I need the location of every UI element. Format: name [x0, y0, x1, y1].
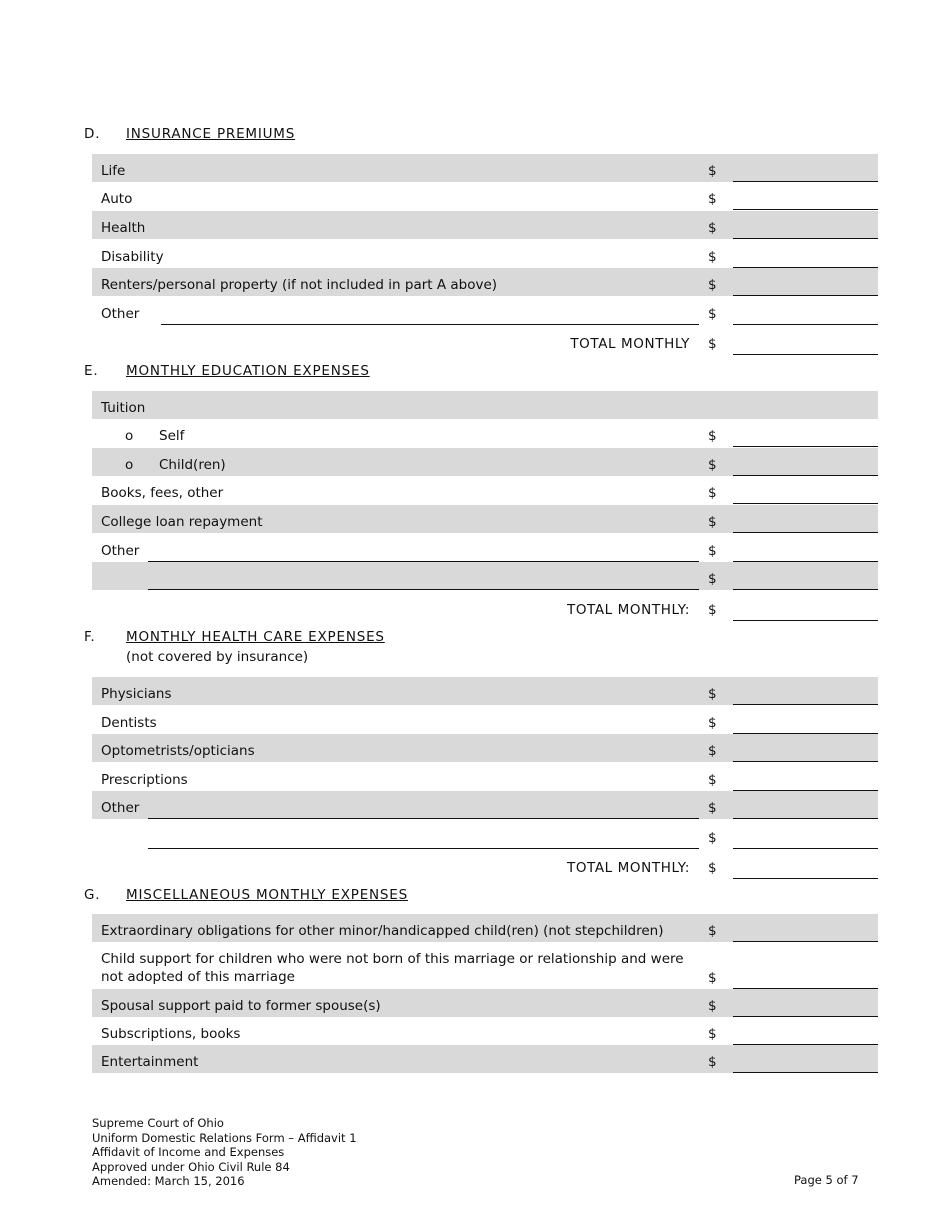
amount-field[interactable] [733, 503, 878, 504]
section-letter: G. [84, 887, 101, 903]
expense-row-other [92, 791, 878, 819]
amount-field[interactable] [733, 324, 878, 325]
total-row [92, 327, 878, 355]
row-label: Other [101, 800, 140, 816]
expense-row-other [92, 534, 878, 562]
dollar-sign: $ [708, 191, 717, 207]
expense-row-extraordinary [92, 914, 878, 942]
dollar-sign: $ [708, 686, 717, 702]
expense-row-spousal-support [92, 989, 878, 1017]
row-label: College loan repayment [101, 514, 263, 530]
amount-field[interactable] [733, 209, 878, 210]
expense-row-prescriptions [92, 763, 878, 791]
section-letter: F. [84, 629, 96, 645]
amount-field[interactable] [733, 589, 878, 590]
total-label: TOTAL MONTHLY: [566, 860, 690, 876]
row-label: Spousal support paid to former spouse(s) [101, 998, 381, 1014]
dollar-sign: $ [708, 163, 717, 179]
bullet-icon: o [125, 428, 134, 444]
expense-row-optometrists [92, 734, 878, 762]
dollar-sign: $ [708, 1054, 717, 1070]
dollar-sign: $ [708, 830, 717, 846]
section-title: INSURANCE PREMIUMS [126, 126, 296, 142]
total-amount-field[interactable] [733, 620, 878, 621]
dollar-sign: $ [708, 860, 717, 876]
expense-row-entertainment [92, 1045, 878, 1073]
dollar-sign: $ [708, 923, 717, 939]
section-subtitle: (not covered by insurance) [126, 649, 309, 665]
amount-field[interactable] [733, 446, 878, 447]
section-title: MISCELLANEOUS MONTHLY EXPENSES [126, 887, 408, 903]
expense-row-auto [92, 182, 878, 210]
expense-row-tuition [92, 391, 878, 419]
row-label: Self [159, 428, 185, 444]
row-label: Prescriptions [101, 772, 188, 788]
row-label: Dentists [101, 715, 157, 731]
section-letter: D. [84, 126, 101, 142]
total-row [92, 851, 878, 879]
amount-field[interactable] [733, 295, 878, 296]
row-label: Child support for children who were not born of this marriage or relationship and were not adopted of this marriage [101, 951, 684, 985]
expense-row-disability [92, 240, 878, 268]
row-label: Disability [101, 249, 164, 265]
row-label: Auto [101, 191, 133, 207]
dollar-sign: $ [708, 485, 717, 501]
expense-row-renters [92, 268, 878, 296]
total-label: TOTAL MONTHLY [570, 336, 690, 352]
row-label: Optometrists/opticians [101, 743, 255, 759]
expense-row-physicians [92, 677, 878, 705]
amount-field[interactable] [733, 848, 878, 849]
dollar-sign: $ [708, 715, 717, 731]
dollar-sign: $ [708, 1026, 717, 1042]
expense-row-college-loan [92, 505, 878, 533]
total-amount-field[interactable] [733, 878, 878, 879]
amount-field[interactable] [733, 238, 878, 239]
row-label: Physicians [101, 686, 172, 702]
dollar-sign: $ [708, 743, 717, 759]
dollar-sign: $ [708, 457, 717, 473]
other-description-field[interactable] [148, 589, 699, 590]
footer-line: Supreme Court of Ohio [92, 1116, 224, 1130]
dollar-sign: $ [708, 998, 717, 1014]
row-label: Health [101, 220, 146, 236]
dollar-sign: $ [708, 277, 717, 293]
row-label: Other [101, 543, 140, 559]
expense-row-dentists [92, 706, 878, 734]
footer-line: Affidavit of Income and Expenses [92, 1145, 285, 1159]
dollar-sign: $ [708, 306, 717, 322]
page-number: Page 5 of 7 [794, 1173, 859, 1187]
footer-line: Amended: March 15, 2016 [92, 1174, 245, 1188]
expense-row-other-extra [92, 562, 878, 590]
dollar-sign: $ [708, 514, 717, 530]
amount-field[interactable] [733, 532, 878, 533]
other-description-field[interactable] [161, 324, 699, 325]
other-description-field[interactable] [148, 848, 699, 849]
footer-line: Approved under Ohio Civil Rule 84 [92, 1159, 290, 1174]
amount-field[interactable] [733, 704, 878, 705]
dollar-sign: $ [708, 543, 717, 559]
row-label: Renters/personal property (if not included in part A above) [101, 277, 498, 293]
dollar-sign: $ [708, 428, 717, 444]
row-label: Life [101, 163, 126, 179]
dollar-sign: $ [708, 571, 717, 587]
total-row [92, 593, 878, 621]
section-letter: E. [84, 363, 99, 379]
row-label: Extraordinary obligations for other minor/handicapped child(ren) (not stepchildren) [101, 923, 664, 939]
expense-row-books [92, 476, 878, 504]
expense-row-tuition-children [92, 448, 878, 476]
amount-field[interactable] [733, 941, 878, 942]
expense-row-subscriptions [92, 1017, 878, 1045]
expense-row-other [92, 297, 878, 325]
amount-field[interactable] [733, 818, 878, 819]
dollar-sign: $ [708, 220, 717, 236]
row-label: Subscriptions, books [101, 1026, 241, 1042]
total-label: TOTAL MONTHLY: [566, 602, 690, 618]
other-description-field[interactable] [148, 818, 699, 819]
dollar-sign: $ [708, 800, 717, 816]
expense-row-tuition-self [92, 419, 878, 447]
bullet-icon: o [125, 457, 134, 473]
dollar-sign: $ [708, 336, 717, 352]
expense-row-health [92, 211, 878, 239]
footer-line: Uniform Domestic Relations Form – Affidavit 1 [92, 1130, 357, 1145]
expense-row-life [92, 154, 878, 182]
dollar-sign: $ [708, 970, 717, 986]
row-label: Tuition [101, 400, 146, 416]
amount-field[interactable] [733, 761, 878, 762]
section-title: MONTHLY HEALTH CARE EXPENSES [126, 629, 385, 645]
row-label: Child(ren) [159, 457, 226, 473]
form-footer [92, 1116, 357, 1189]
section-title: MONTHLY EDUCATION EXPENSES [126, 363, 370, 379]
row-label: Books, fees, other [101, 485, 224, 501]
amount-field[interactable] [733, 1072, 878, 1073]
expense-row-child-support [92, 943, 878, 989]
dollar-sign: $ [708, 602, 717, 618]
row-label: Other [101, 306, 140, 322]
total-amount-field[interactable] [733, 354, 878, 355]
dollar-sign: $ [708, 772, 717, 788]
row-label: Entertainment [101, 1054, 199, 1070]
expense-row-other-extra [92, 821, 878, 849]
dollar-sign: $ [708, 249, 717, 265]
